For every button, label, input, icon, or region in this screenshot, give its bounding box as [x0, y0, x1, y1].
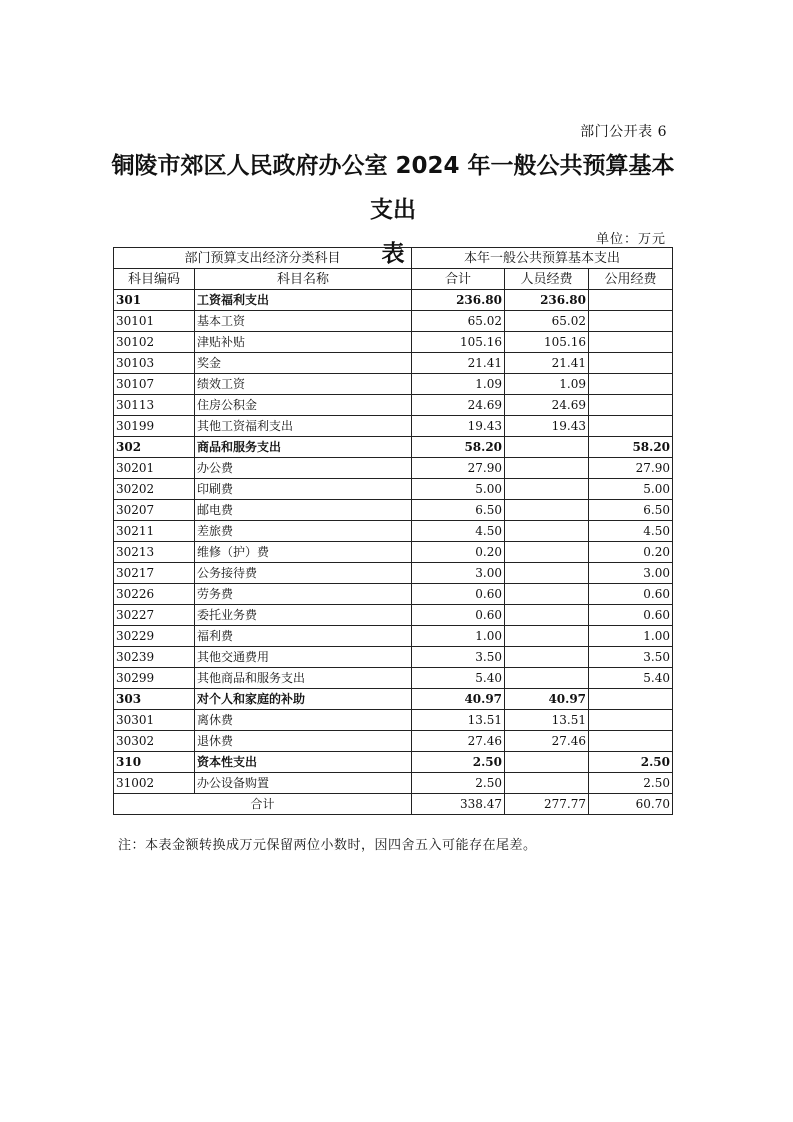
cell-personnel [505, 668, 589, 689]
cell-code: 30299 [114, 668, 195, 689]
cell-personnel: 105.16 [505, 332, 589, 353]
cell-total: 5.40 [412, 668, 505, 689]
total-sum: 338.47 [412, 794, 505, 815]
cell-code: 310 [114, 752, 195, 773]
table-row [114, 521, 673, 542]
title-line-2: 表 [381, 241, 405, 267]
cell-public: 58.20 [589, 437, 673, 458]
cell-personnel [505, 584, 589, 605]
cell-public [589, 710, 673, 731]
table-row [114, 500, 673, 521]
cell-code: 30227 [114, 605, 195, 626]
column-header-personnel: 人员经费 [505, 269, 589, 290]
table-row [114, 311, 673, 332]
cell-personnel [505, 626, 589, 647]
cell-name: 委托业务费 [195, 605, 412, 626]
table-group-header-row [114, 248, 673, 269]
cell-personnel [505, 500, 589, 521]
cell-code: 30101 [114, 311, 195, 332]
cell-code: 30103 [114, 353, 195, 374]
group-header-basic-expenditure: 本年一般公共预算基本支出 [412, 248, 673, 269]
cell-code: 30107 [114, 374, 195, 395]
title-line-1: 铜陵市郊区人民政府办公室 2024 年一般公共预算基本支出 [111, 153, 675, 223]
cell-total: 40.97 [412, 689, 505, 710]
table-row [114, 290, 673, 311]
group-header-classification: 部门预算支出经济分类科目 [114, 248, 412, 269]
cell-personnel [505, 521, 589, 542]
cell-name: 公务接待费 [195, 563, 412, 584]
total-row [114, 794, 673, 815]
cell-total: 0.60 [412, 605, 505, 626]
cell-code: 303 [114, 689, 195, 710]
cell-public: 2.50 [589, 752, 673, 773]
cell-total: 5.00 [412, 479, 505, 500]
cell-code: 30229 [114, 626, 195, 647]
table-row [114, 668, 673, 689]
cell-personnel: 1.09 [505, 374, 589, 395]
cell-name: 维修（护）费 [195, 542, 412, 563]
table-row [114, 689, 673, 710]
cell-code: 30302 [114, 731, 195, 752]
table-row [114, 605, 673, 626]
cell-code: 30202 [114, 479, 195, 500]
cell-personnel: 24.69 [505, 395, 589, 416]
cell-personnel: 13.51 [505, 710, 589, 731]
cell-name: 劳务费 [195, 584, 412, 605]
cell-total: 19.43 [412, 416, 505, 437]
footnote: 注：本表金额转换成万元保留两位小数时，因四舍五入可能存在尾差。 [118, 838, 537, 853]
column-header-code: 科目编码 [114, 269, 195, 290]
cell-name: 办公费 [195, 458, 412, 479]
cell-code: 30113 [114, 395, 195, 416]
cell-total: 3.00 [412, 563, 505, 584]
table-row [114, 647, 673, 668]
cell-total: 21.41 [412, 353, 505, 374]
cell-total: 3.50 [412, 647, 505, 668]
cell-total: 105.16 [412, 332, 505, 353]
table-row [114, 332, 673, 353]
cell-public [589, 290, 673, 311]
cell-total: 65.02 [412, 311, 505, 332]
cell-total: 1.09 [412, 374, 505, 395]
budget-table [113, 247, 673, 815]
cell-name: 退休费 [195, 731, 412, 752]
cell-public [589, 332, 673, 353]
cell-name: 差旅费 [195, 521, 412, 542]
cell-public: 2.50 [589, 773, 673, 794]
cell-total: 2.50 [412, 752, 505, 773]
cell-public [589, 416, 673, 437]
cell-name: 其他交通费用 [195, 647, 412, 668]
table-row [114, 773, 673, 794]
total-label: 合计 [114, 794, 412, 815]
cell-name: 福利费 [195, 626, 412, 647]
cell-name: 住房公积金 [195, 395, 412, 416]
cell-public: 0.60 [589, 584, 673, 605]
cell-total: 27.90 [412, 458, 505, 479]
cell-public: 0.20 [589, 542, 673, 563]
cell-code: 30211 [114, 521, 195, 542]
cell-public [589, 731, 673, 752]
cell-code: 30207 [114, 500, 195, 521]
table-row [114, 353, 673, 374]
cell-code: 30199 [114, 416, 195, 437]
document-label: 部门公开表 6 [580, 124, 667, 140]
total-public: 60.70 [589, 794, 673, 815]
table-column-header-row [114, 269, 673, 290]
cell-personnel [505, 437, 589, 458]
cell-name: 绩效工资 [195, 374, 412, 395]
cell-total: 6.50 [412, 500, 505, 521]
cell-personnel [505, 542, 589, 563]
cell-personnel [505, 563, 589, 584]
cell-code: 301 [114, 290, 195, 311]
cell-public: 5.40 [589, 668, 673, 689]
cell-name: 邮电费 [195, 500, 412, 521]
cell-name: 津贴补贴 [195, 332, 412, 353]
cell-name: 奖金 [195, 353, 412, 374]
table-row [114, 731, 673, 752]
cell-personnel: 27.46 [505, 731, 589, 752]
table-row [114, 752, 673, 773]
cell-code: 30213 [114, 542, 195, 563]
cell-name: 对个人和家庭的补助 [195, 689, 412, 710]
cell-personnel: 236.80 [505, 290, 589, 311]
cell-total: 1.00 [412, 626, 505, 647]
cell-code: 31002 [114, 773, 195, 794]
table-row [114, 374, 673, 395]
cell-personnel [505, 458, 589, 479]
cell-code: 30226 [114, 584, 195, 605]
cell-name: 商品和服务支出 [195, 437, 412, 458]
cell-public: 3.50 [589, 647, 673, 668]
table-row [114, 479, 673, 500]
column-header-public: 公用经费 [589, 269, 673, 290]
table-row [114, 416, 673, 437]
column-header-total: 合计 [412, 269, 505, 290]
cell-code: 30102 [114, 332, 195, 353]
cell-total: 4.50 [412, 521, 505, 542]
cell-code: 30301 [114, 710, 195, 731]
cell-personnel: 21.41 [505, 353, 589, 374]
cell-name: 印刷费 [195, 479, 412, 500]
total-personnel: 277.77 [505, 794, 589, 815]
cell-public: 0.60 [589, 605, 673, 626]
cell-name: 离休费 [195, 710, 412, 731]
cell-total: 2.50 [412, 773, 505, 794]
cell-name: 其他商品和服务支出 [195, 668, 412, 689]
cell-public: 27.90 [589, 458, 673, 479]
cell-personnel: 40.97 [505, 689, 589, 710]
table-row [114, 395, 673, 416]
cell-total: 58.20 [412, 437, 505, 458]
table-row [114, 437, 673, 458]
cell-personnel [505, 647, 589, 668]
cell-public [589, 374, 673, 395]
cell-total: 236.80 [412, 290, 505, 311]
table-row [114, 710, 673, 731]
cell-personnel [505, 773, 589, 794]
cell-personnel [505, 479, 589, 500]
cell-public: 5.00 [589, 479, 673, 500]
cell-total: 0.20 [412, 542, 505, 563]
table-body [114, 290, 673, 794]
cell-public: 6.50 [589, 500, 673, 521]
cell-code: 30217 [114, 563, 195, 584]
cell-personnel [505, 752, 589, 773]
cell-name: 基本工资 [195, 311, 412, 332]
cell-name: 办公设备购置 [195, 773, 412, 794]
cell-name: 资本性支出 [195, 752, 412, 773]
table-row [114, 626, 673, 647]
cell-code: 30239 [114, 647, 195, 668]
table-row [114, 563, 673, 584]
cell-personnel: 19.43 [505, 416, 589, 437]
cell-personnel [505, 605, 589, 626]
cell-total: 13.51 [412, 710, 505, 731]
cell-total: 0.60 [412, 584, 505, 605]
cell-public [589, 689, 673, 710]
cell-public: 1.00 [589, 626, 673, 647]
cell-personnel: 65.02 [505, 311, 589, 332]
table-row [114, 584, 673, 605]
cell-total: 24.69 [412, 395, 505, 416]
cell-total: 27.46 [412, 731, 505, 752]
cell-public [589, 353, 673, 374]
cell-public [589, 395, 673, 416]
cell-name: 其他工资福利支出 [195, 416, 412, 437]
cell-public: 3.00 [589, 563, 673, 584]
column-header-name: 科目名称 [195, 269, 412, 290]
table-row [114, 542, 673, 563]
table-row [114, 458, 673, 479]
cell-public: 4.50 [589, 521, 673, 542]
unit-label: 单位：万元 [595, 232, 666, 247]
cell-name: 工资福利支出 [195, 290, 412, 311]
cell-code: 30201 [114, 458, 195, 479]
cell-code: 302 [114, 437, 195, 458]
cell-public [589, 311, 673, 332]
